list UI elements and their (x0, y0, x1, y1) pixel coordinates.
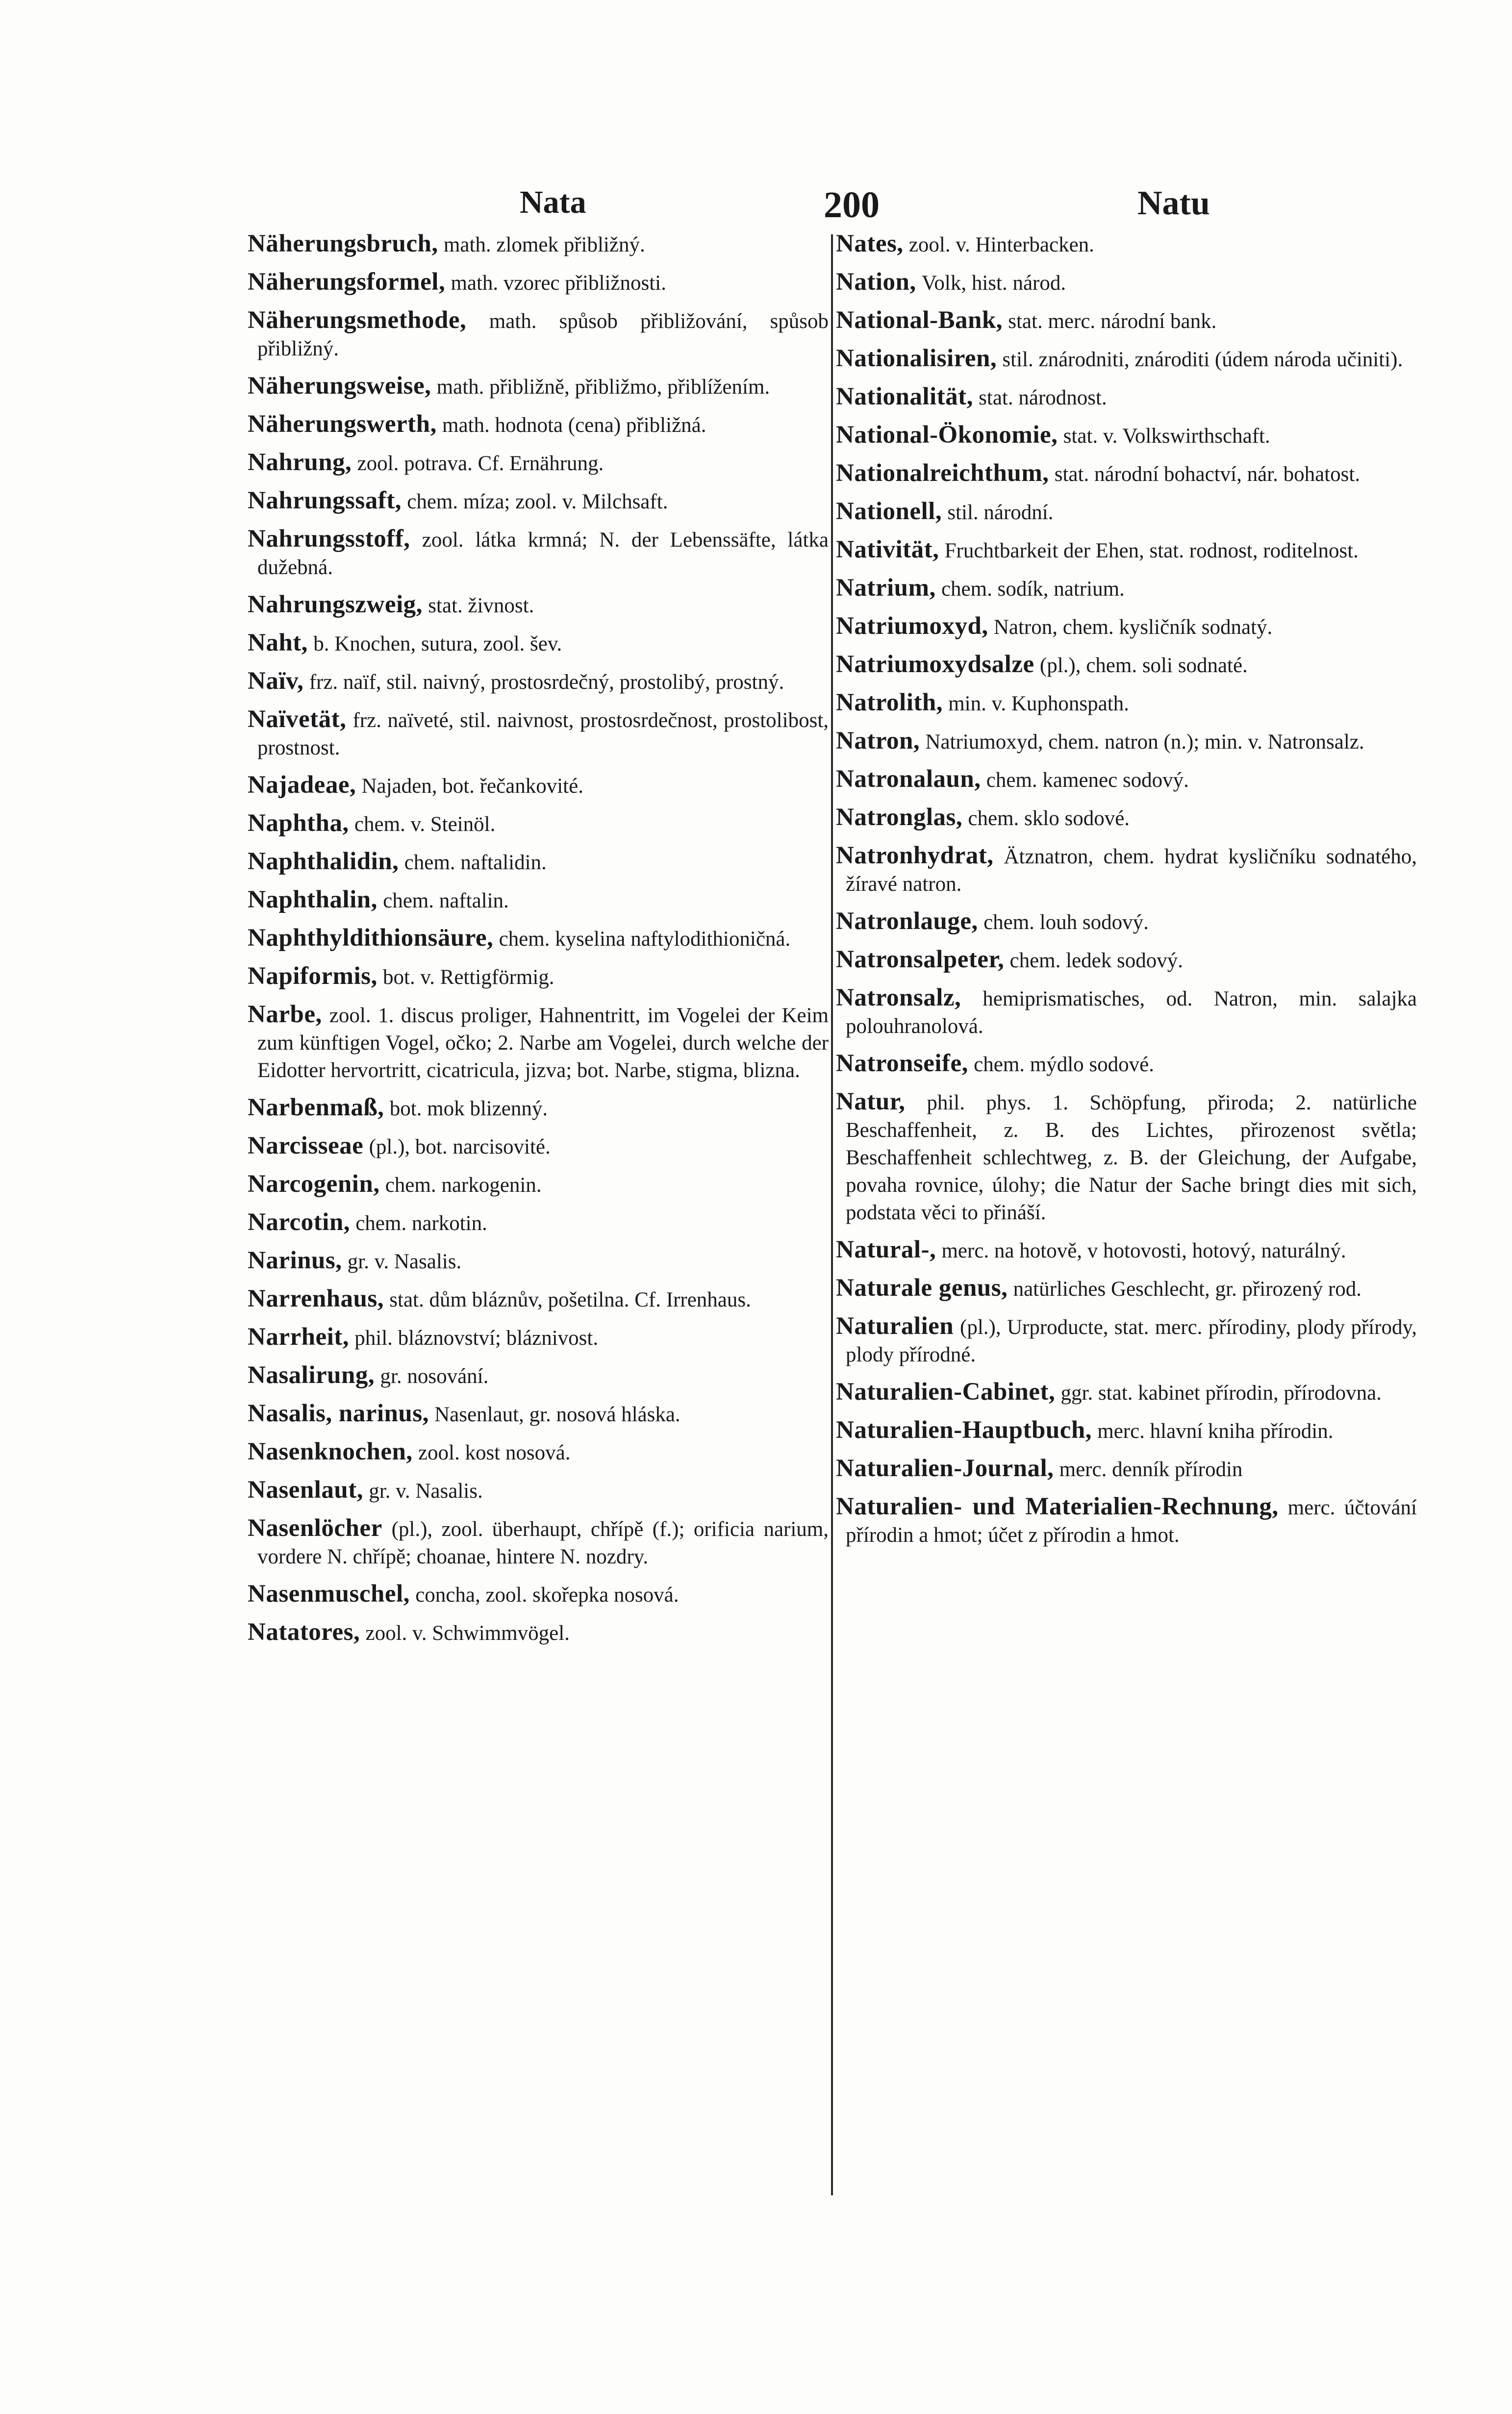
entry-definition: phil. bláznovství; bláznivost. (354, 1327, 599, 1350)
dictionary-entry (836, 460, 1417, 488)
entry-headword: Natronsalpeter, (836, 946, 1005, 973)
dictionary-entry (836, 1050, 1417, 1078)
entry-definition: stat. národní bohactví, nár. bohatost. (1054, 463, 1361, 486)
entry-headword: Naht, (248, 629, 308, 656)
entry-headword: Nasenmuschel, (248, 1580, 410, 1608)
entry-headword: Narcogenin, (248, 1170, 380, 1198)
dictionary-entry (836, 1088, 1417, 1226)
entry-headword: Nationalität, (836, 383, 973, 410)
entry-definition: stat. dům bláznův, pošetilna. Cf. Irrenhaus. (389, 1288, 751, 1311)
entry-definition: Natriumoxyd, chem. natron (n.); min. v. Natronsalz. (925, 730, 1364, 754)
entry-definition: math. hodnota (cena) přibližná. (442, 414, 706, 437)
entry-definition: math. vzorec přibližnosti. (451, 272, 666, 295)
entry-definition: math. spůsob přibližování, spůsob přibližný. (257, 310, 829, 360)
dictionary-entry (248, 1477, 829, 1505)
entry-definition: zool. kost nosová. (418, 1441, 571, 1464)
dictionary-entry (248, 1171, 829, 1199)
entry-headword: Naïvetät, (248, 705, 347, 733)
entry-headword: Naturalien-Cabinet, (836, 1378, 1056, 1406)
dictionary-entry (248, 1438, 829, 1466)
entry-definition: chem. ledek sodový. (1009, 949, 1183, 972)
entry-headword: Naturalien-Hauptbuch, (836, 1416, 1092, 1444)
entry-headword: Näherungsmethode, (248, 306, 467, 334)
dictionary-entry (248, 230, 829, 258)
dictionary-entry (248, 411, 829, 439)
entry-definition: (pl.), chem. soli sodnaté. (1039, 654, 1248, 677)
dictionary-entry (836, 1275, 1417, 1303)
entry-headword: Natriumoxyd, (836, 612, 988, 640)
dictionary-entry (248, 1619, 829, 1647)
entry-headword: Naïv, (248, 667, 304, 695)
entry-definition: merc. hlavní kniha přírodin. (1097, 1420, 1334, 1443)
entry-headword: Natronseife, (836, 1050, 968, 1077)
dictionary-entry (248, 886, 829, 914)
dictionary-entry (836, 651, 1417, 679)
dictionary-entry (836, 1379, 1417, 1407)
dictionary-entry (836, 422, 1417, 450)
entry-definition: ggr. stat. kabinet přírodin, přírodovna. (1060, 1382, 1382, 1405)
entry-headword: Natronhydrat, (836, 842, 994, 869)
dictionary-entry (248, 1285, 829, 1313)
dictionary-entry (248, 591, 829, 619)
entry-headword: Narrenhaus, (248, 1285, 384, 1312)
entry-definition: chem. louh sodový. (983, 911, 1149, 934)
entry-headword: Natriumoxydsalze (836, 651, 1034, 678)
dictionary-entry (836, 1417, 1417, 1445)
entry-definition: Najaden, bot. řečankovité. (361, 775, 583, 798)
dictionary-entry (248, 772, 829, 800)
entry-headword: Nativität, (836, 536, 939, 563)
dictionary-entry (836, 345, 1417, 373)
entry-definition: stat. národnost. (979, 386, 1107, 409)
left-column (248, 230, 829, 2188)
entry-headword: Natronalaun, (836, 765, 981, 793)
entry-headword: Naturale genus, (836, 1274, 1008, 1302)
dictionary-entry (836, 383, 1417, 411)
entry-definition: merc. denník přírodin (1059, 1458, 1243, 1481)
entry-definition: Nasenlaut, gr. nosová hláska. (434, 1403, 680, 1426)
entry-definition: (pl.), zool. überhaupt, chřípě (f.); orificia narium, vordere N. chřípě; choanae, hintere N. nozdry. (257, 1518, 829, 1568)
entry-headword: Nasenknochen, (248, 1438, 413, 1465)
dictionary-entry (836, 1236, 1417, 1264)
entry-headword: Nasenlöcher (248, 1514, 382, 1542)
entry-headword: Nahrung, (248, 449, 352, 476)
entry-definition: Natron, chem. kysličník sodnatý. (993, 616, 1273, 639)
entry-definition: chem. míza; zool. v. Milchsaft. (407, 490, 668, 513)
entry-definition: stat. merc. národní bank. (1008, 310, 1217, 333)
entry-headword: Nahrungszweig, (248, 591, 423, 618)
entry-headword: Natronglas, (836, 804, 963, 831)
entry-definition: frz. naïf, stil. naivný, prostosrdečný, prostolibý, prostný. (309, 671, 784, 694)
entry-headword: Naturalien (836, 1312, 954, 1340)
entry-definition: stil. znárodniti, znároditi (údem národa učiniti). (1002, 348, 1403, 371)
dictionary-entry (248, 307, 829, 362)
entry-headword: Näherungswerth, (248, 410, 437, 438)
entry-definition: zool. v. Schwimmvögel. (365, 1622, 570, 1645)
entry-headword: Näherungsweise, (248, 372, 431, 400)
entry-headword: Najadeae, (248, 771, 356, 799)
entry-headword: Narcotin, (248, 1208, 350, 1236)
dictionary-entry (836, 1313, 1417, 1368)
dictionary-entry (836, 575, 1417, 603)
entry-definition: chem. sodík, natrium. (941, 578, 1125, 601)
entry-definition: chem. v. Steinöl. (354, 813, 496, 836)
entry-headword: Nahrungsstoff, (248, 525, 410, 553)
entry-definition: b. Knochen, sutura, zool. šev. (313, 632, 562, 655)
entry-definition: bot. v. Rettigförmig. (382, 966, 554, 989)
entry-definition: min. v. Kuphonspath. (948, 692, 1129, 715)
entry-headword: Nationalisiren, (836, 345, 997, 372)
entry-definition: chem. kamenec sodový. (986, 769, 1189, 792)
entry-definition: math. přibližně, přibližmo, přiblížením. (436, 376, 770, 399)
entry-definition: gr. v. Nasalis. (347, 1250, 462, 1273)
entry-headword: Natrium, (836, 574, 936, 602)
entry-definition: gr. nosování. (380, 1365, 489, 1388)
entry-headword: Natrolith, (836, 689, 943, 716)
dictionary-entry (248, 629, 829, 657)
dictionary-entry (248, 269, 829, 297)
entry-definition: Ätznatron, chem. hydrat kysličníku sodnatého, žíravé natron. (846, 845, 1417, 896)
entry-headword: Nahrungssaft, (248, 487, 402, 514)
entry-definition: (pl.), bot. narcisovité. (369, 1135, 551, 1158)
dictionary-entry (248, 706, 829, 761)
dictionary-entry (836, 946, 1417, 974)
entry-headword: National-Ökonomie, (836, 421, 1058, 449)
page-number: 200 (824, 184, 880, 226)
entry-definition: chem. naftalin. (383, 889, 509, 912)
dictionary-entry (836, 307, 1417, 335)
entry-definition: chem. narkogenin. (385, 1174, 542, 1197)
entry-headword: Näherungsformel, (248, 268, 446, 296)
entry-definition: Volk, hist. národ. (921, 272, 1066, 295)
dictionary-entry (836, 269, 1417, 297)
entry-definition: natürliches Geschlecht, gr. přirozený rod. (1013, 1278, 1362, 1301)
entry-headword: Naphthalidin, (248, 848, 399, 875)
entry-headword: Natron, (836, 727, 920, 754)
header-right-guide-word: Natu (1137, 184, 1210, 222)
entry-headword: Natural-, (836, 1236, 936, 1263)
dictionary-entry (248, 1400, 829, 1428)
dictionary-entry (248, 1581, 829, 1609)
dictionary-entry (836, 984, 1417, 1040)
entry-headword: Natronlauge, (836, 907, 978, 935)
entry-headword: Nasalirung, (248, 1361, 375, 1389)
dictionary-entry (836, 804, 1417, 832)
header-left-guide-word: Nata (520, 184, 586, 220)
dictionary-entry (836, 1455, 1417, 1483)
dictionary-entry (248, 1209, 829, 1237)
entry-definition: hemiprismatisches, od. Natron, min. salajka polouhranolová. (846, 987, 1417, 1038)
entry-definition: math. zlomek přibližný. (443, 233, 645, 256)
entry-definition: merc. účtování přírodin a hmot; účet z přírodin a hmot. (846, 1496, 1417, 1547)
entry-headword: Narbe, (248, 1001, 322, 1028)
dictionary-entry (248, 1247, 829, 1275)
dictionary-entry (248, 1515, 829, 1570)
entry-headword: Näherungsbruch, (248, 230, 438, 257)
entry-headword: Naphthyldithionsäure, (248, 924, 494, 952)
entry-headword: Natronsalz, (836, 984, 961, 1011)
entry-definition: chem. naftalidin. (404, 851, 547, 874)
page-header (490, 184, 1383, 228)
entry-definition: frz. naïveté, stil. naivnost, prostosrdečnost, prostolibost, prostnost. (257, 709, 829, 759)
entry-definition: stil. národní. (947, 501, 1054, 524)
entry-definition: zool. látka krmná; N. der Lebenssäfte, látka dužebná. (257, 528, 829, 579)
entry-definition: zool. potrava. Cf. Ernährung. (357, 452, 604, 475)
entry-headword: Narbenmaß, (248, 1094, 384, 1121)
right-column (836, 230, 1417, 2188)
dictionary-entry (248, 1362, 829, 1390)
dictionary-entry (836, 908, 1417, 936)
entry-definition: chem. narkotin. (355, 1212, 487, 1235)
entry-definition: merc. na hotově, v hotovosti, hotový, naturálný. (941, 1239, 1346, 1262)
entry-headword: Nasenlaut, (248, 1476, 363, 1504)
entry-headword: Naturalien- und Materialien-Rechnung, (836, 1493, 1279, 1520)
dictionary-entry (248, 848, 829, 876)
entry-headword: Naphtha, (248, 809, 349, 837)
entry-definition: gr. v. Nasalis. (369, 1480, 483, 1503)
dictionary-entry (836, 766, 1417, 794)
dictionary-entry (248, 810, 829, 838)
dictionary-entry (248, 963, 829, 991)
dictionary-entry (248, 449, 829, 477)
entry-definition: chem. mýdlo sodové. (974, 1053, 1155, 1076)
dictionary-entry (248, 373, 829, 401)
dictionary-entry (248, 1132, 829, 1160)
dictionary-entry (836, 689, 1417, 717)
entry-definition: stat. v. Volkswirthschaft. (1063, 425, 1270, 448)
dictionary-entry (248, 1001, 829, 1084)
dictionary-entry (248, 668, 829, 696)
dictionary-entry (248, 487, 829, 515)
entry-headword: Natur, (836, 1088, 906, 1115)
entry-headword: Nationalreichthum, (836, 459, 1049, 487)
entry-definition: bot. mok blizenný. (389, 1097, 548, 1120)
entry-headword: Napiformis, (248, 962, 378, 990)
entry-headword: Narinus, (248, 1247, 342, 1274)
dictionary-entry (836, 728, 1417, 755)
entry-definition: Fruchtbarkeit der Ehen, stat. rodnost, roditelnost. (944, 539, 1359, 562)
column-divider (831, 234, 833, 2195)
dictionary-entry (836, 1493, 1417, 1549)
entry-headword: Nates, (836, 230, 904, 257)
entry-definition: chem. sklo sodové. (968, 807, 1130, 830)
entry-headword: Nation, (836, 268, 916, 296)
entry-headword: Naturalien-Journal, (836, 1455, 1054, 1482)
entry-headword: Nasalis, narinus, (248, 1400, 429, 1427)
dictionary-entry (836, 842, 1417, 898)
dictionary-entry (836, 230, 1417, 258)
entry-headword: Naphthalin, (248, 886, 378, 913)
dictionary-entry (248, 1324, 829, 1352)
entry-headword: Natatores, (248, 1618, 360, 1646)
entry-definition: chem. kyselina naftylodithioničná. (499, 928, 791, 951)
entry-headword: Narrheit, (248, 1323, 350, 1351)
entry-definition: concha, zool. skořepka nosová. (415, 1584, 679, 1607)
dictionary-entry (836, 536, 1417, 564)
entry-headword: Nationell, (836, 498, 942, 525)
dictionary-entry (836, 498, 1417, 526)
dictionary-entry (248, 1094, 829, 1122)
entry-definition: zool. 1. discus proliger, Hahnentritt, im Vogelei der Keim zum künftigen Vogel, očko; 2. Narbe am Vogelei, durch welche der Eidotter hervortritt, cicatricula, jizva; bot. Narbe, stigma, blizna. (257, 1004, 829, 1082)
dictionary-entry (248, 526, 829, 581)
entry-headword: National-Bank, (836, 306, 1003, 334)
entry-definition: zool. v. Hinterbacken. (908, 233, 1094, 256)
dictionary-entry (248, 925, 829, 953)
entry-definition: phil. phys. 1. Schöpfung, přiroda; 2. natürliche Beschaffenheit, z. B. des Lichtes, přirozenost světla; Beschaffenheit schlechtweg, z. B. der Gleichung, der Aufgabe, povaha rovnice, úlohy; die Natur der Sache bringt dies mit sich, podstata věci to přináší. (846, 1091, 1417, 1224)
entry-definition: stat. živnost. (428, 594, 534, 617)
entry-definition: (pl.), Urproducte, stat. merc. přírodiny, plody přírody, plody přírodné. (846, 1316, 1417, 1366)
entry-headword: Narcisseae (248, 1132, 364, 1159)
dictionary-entry (836, 613, 1417, 641)
